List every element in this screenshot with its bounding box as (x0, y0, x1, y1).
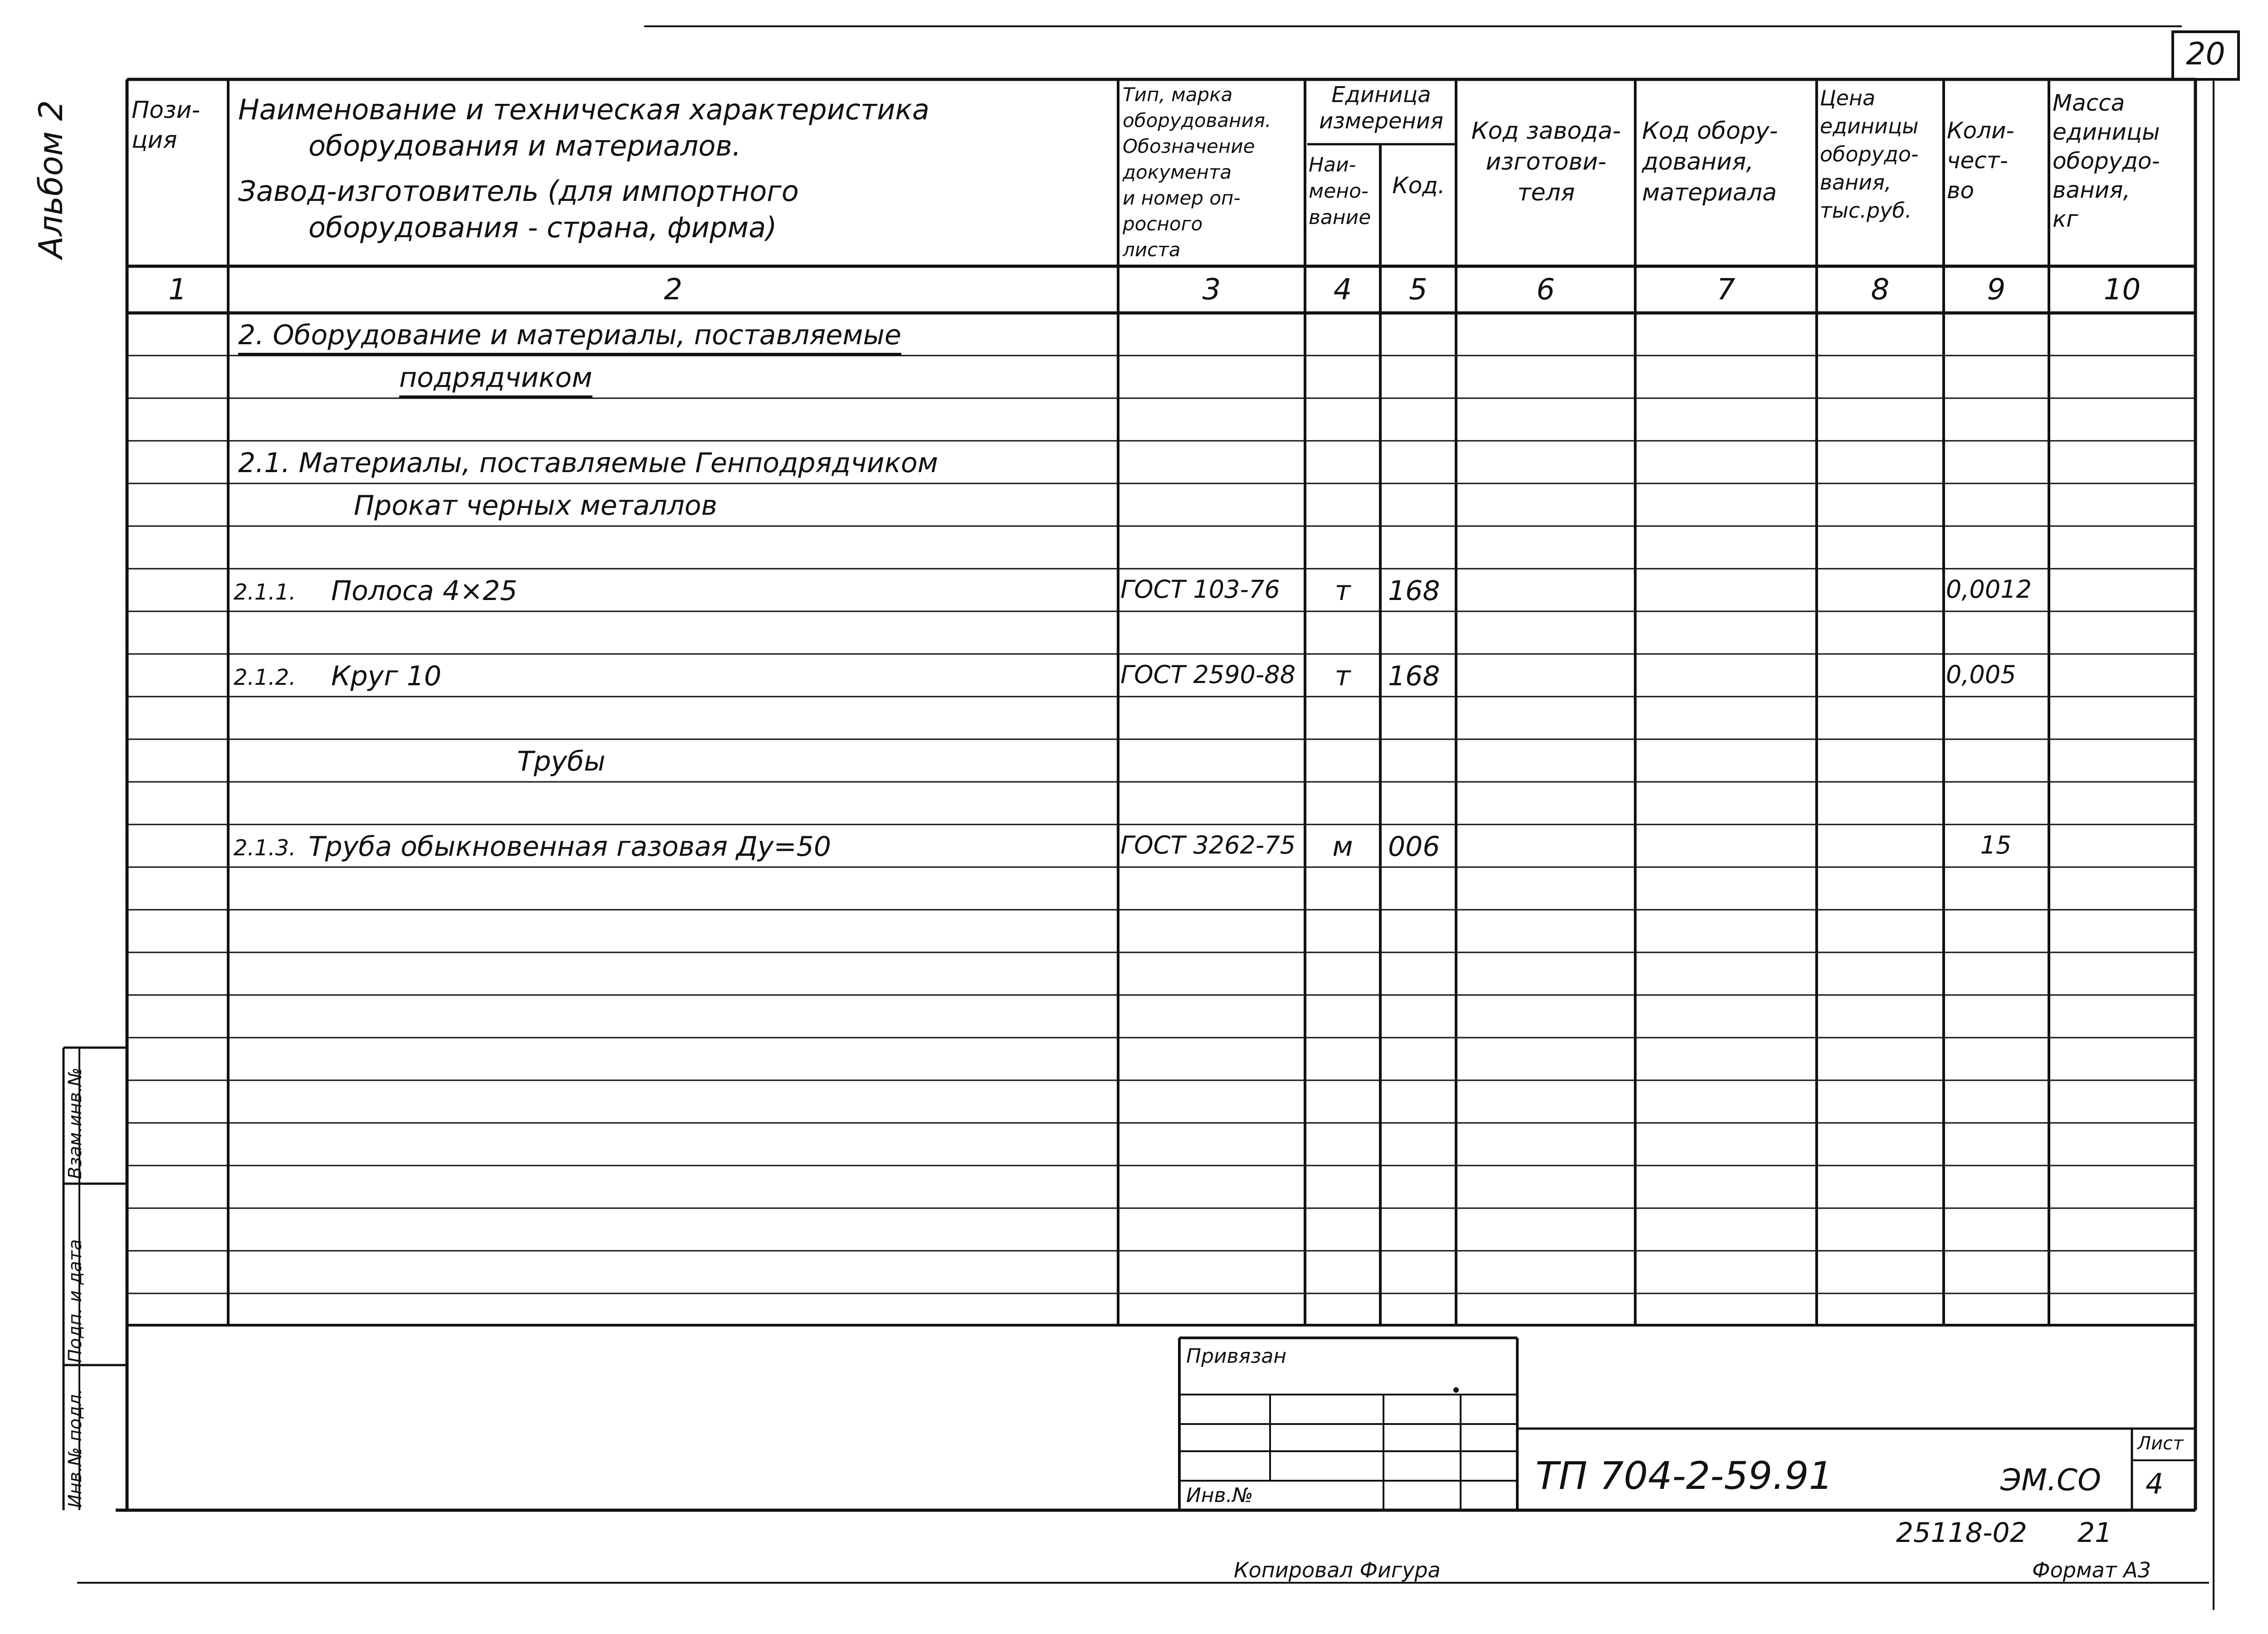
header-name-line1: Наименование и техническая характеристика (238, 93, 929, 126)
row-unit-code: 168 (1388, 660, 1440, 692)
archive-number: 25118-02 (1896, 1517, 2027, 1549)
row-name: 2. Оборудование и материалы, поставляемые (238, 319, 901, 355)
page-number: 20 (2186, 36, 2225, 72)
row-quantity: 0,005 (1946, 660, 2016, 689)
column-number: 10 (2103, 273, 2141, 307)
row-name: Круг 10 (331, 660, 442, 692)
row-unit: м (1332, 831, 1353, 863)
doc-suffix: ЭМ.СО (2000, 1463, 2102, 1497)
archive-sheet: 21 (2077, 1517, 2112, 1549)
header-position: Пози- ция (132, 97, 200, 154)
column-number: 3 (1202, 273, 1221, 307)
row-quantity: 0,0012 (1946, 575, 2032, 604)
column-number: 9 (1987, 273, 2006, 307)
header-quantity: Коли- чест- во (1947, 117, 2014, 204)
row-position: 2.1.3. (234, 835, 296, 861)
row-position: 2.1.1. (234, 580, 296, 605)
row-unit: т (1334, 660, 1351, 692)
header-name-line2: оборудования и материалов. (308, 129, 741, 162)
column-number: 2 (664, 273, 683, 307)
album-label: Альбом 2 (32, 100, 70, 259)
row-unit-code: 006 (1388, 831, 1440, 863)
column-number: 4 (1333, 273, 1352, 307)
stamp-privyazan: Привязан (1186, 1345, 1287, 1368)
copied-by: Копировал Фигура (1234, 1558, 1441, 1582)
header-unit-group: Единица измерения (1319, 82, 1443, 134)
column-number: 8 (1871, 273, 1890, 307)
header-mass: Масса единицы оборудо- вания, кг (2053, 90, 2160, 232)
format-label: Формат А3 (2032, 1558, 2151, 1582)
column-number: 5 (1409, 273, 1427, 307)
header-unit-name: Наи- мено- вание (1309, 153, 1371, 229)
row-name: 2.1. Материалы, поставляемые Генподрядчиком (238, 447, 938, 479)
doc-code: ТП 704-2-59.91 (1535, 1454, 1833, 1498)
header-name-line3: Завод-изготовитель (для импортного (238, 175, 799, 208)
header-material-code: Код обору- дования, материала (1642, 117, 1778, 206)
column-number: 7 (1716, 273, 1735, 307)
row-name: Труба обыкновенная газовая Ду=50 (308, 831, 831, 863)
margin-vzam-inv: Взам.инв.№ (65, 1067, 86, 1179)
row-name: подрядчиком (399, 362, 592, 398)
header-doc: Тип, марка оборудования. Обозначение документа и номер оп- росного листа (1123, 83, 1271, 261)
header-unit-code: Код. (1392, 172, 1445, 199)
row-name: Прокат черных металлов (354, 490, 718, 522)
stamp-inv-no: Инв.№ (1186, 1484, 1253, 1507)
row-unit: т (1334, 575, 1351, 607)
header-plant-code: Код завода- изготови- теля (1471, 117, 1621, 206)
column-number: 1 (168, 273, 187, 307)
header-name-line4: оборудования - страна, фирма) (308, 211, 777, 244)
margin-inv-podl: Инв.№ подл. (65, 1388, 86, 1508)
row-quantity: 15 (1980, 831, 2012, 859)
row-document: ГОСТ 2590-88 (1120, 660, 1296, 689)
header-price: Цена единицы оборудо- вания, тыс.руб. (1820, 86, 1919, 223)
row-document: ГОСТ 3262-75 (1120, 831, 1296, 859)
row-name: Трубы (517, 746, 606, 777)
row-position: 2.1.2. (234, 665, 296, 690)
column-number: 6 (1536, 273, 1555, 307)
row-name: Полоса 4×25 (331, 575, 518, 607)
margin-podp-data: Подп. и дата (65, 1239, 86, 1363)
row-document: ГОСТ 103-76 (1120, 575, 1280, 604)
sheet-number: 4 (2146, 1467, 2164, 1500)
sheet-label: Лист (2137, 1433, 2184, 1454)
row-unit-code: 168 (1388, 575, 1440, 607)
